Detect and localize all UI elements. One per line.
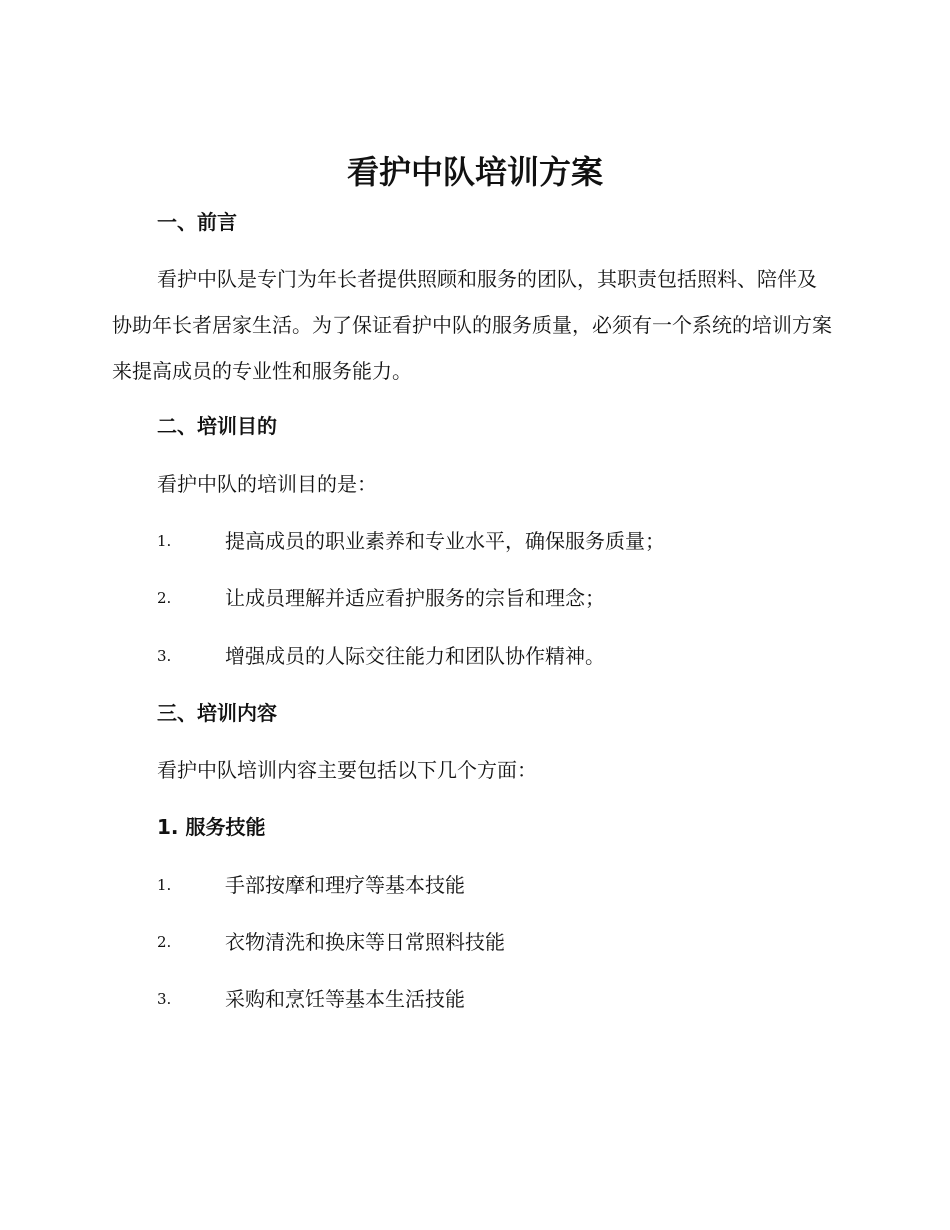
list-item-text: 采购和烹饪等基本生活技能 (225, 987, 465, 1011)
list-item-text: 提高成员的职业素养和专业水平，确保服务质量； (225, 529, 665, 553)
list-item-text: 衣物清洗和换床等日常照料技能 (225, 930, 505, 954)
content-list-item (157, 985, 857, 1013)
section-heading-content: 三、培训内容 (157, 701, 277, 725)
list-item-number: 3. (157, 990, 172, 1008)
preface-paragraph: 看护中队是专门为年长者提供照顾和服务的团队，其职责包括照料、陪伴及协助年长者居家生活。为了保证看护中队的服务质量，必须有一个系统的培训方案来提高成员的专业性和服务能力。 (112, 267, 832, 383)
list-item-number: 1. (157, 532, 172, 550)
list-item-text: 增强成员的人际交往能力和团队协作精神。 (225, 644, 605, 668)
list-item-number: 1. (157, 876, 172, 894)
content-subheading: 1. 服务技能 (157, 815, 266, 839)
list-item-number: 2. (157, 589, 172, 607)
document-title: 看护中队培训方案 (346, 153, 603, 191)
list-item-number: 3. (157, 647, 172, 665)
goals-list-item (157, 584, 857, 612)
list-item-text: 让成员理解并适应看护服务的宗旨和理念； (225, 586, 605, 610)
content-intro: 看护中队培训内容主要包括以下几个方面： (157, 758, 537, 782)
goals-list-item (157, 527, 857, 555)
goals-list-item (157, 642, 857, 670)
goals-intro: 看护中队的培训目的是： (157, 472, 377, 496)
section-heading-goals: 二、培训目的 (157, 414, 277, 438)
list-item-number: 2. (157, 933, 172, 951)
content-list-item (157, 928, 857, 956)
section-heading-preface: 一、前言 (157, 210, 237, 234)
list-item-text: 手部按摩和理疗等基本技能 (225, 873, 465, 897)
content-list-item (157, 871, 857, 899)
